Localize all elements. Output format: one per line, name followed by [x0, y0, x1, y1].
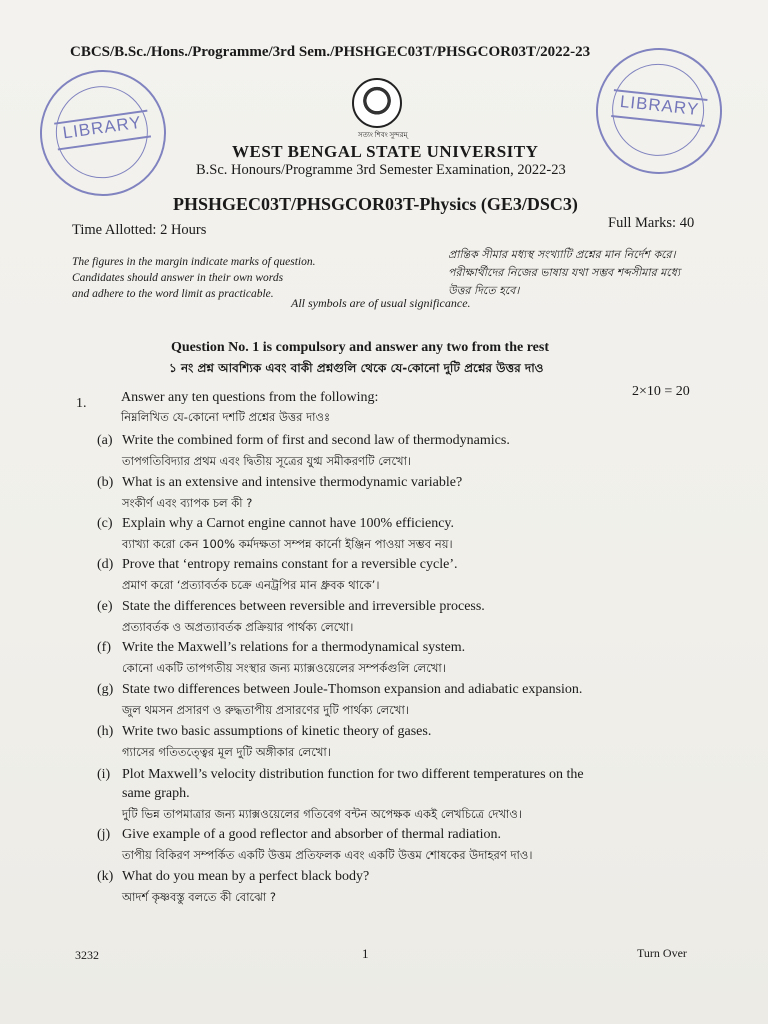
subquestion-english-continued: same graph. [122, 786, 190, 801]
instruction-bengali: ১ নং প্রশ্ন আবশ্যিক এবং বাকী প্রশ্নগুলি থেকে যে-কোনো দুটি প্রশ্নের উত্তর দাও [169, 361, 544, 375]
subquestion-english: Explain why a Carnot engine cannot have 100% efficiency. [122, 516, 454, 531]
paper-code-line: CBCS/B.Sc./Hons./Programme/3rd Sem./PHSHGEC03T/PHSGCOR03T/2022-23 [70, 44, 591, 60]
subquestion-english: State the differences between reversible and irreversible process. [122, 599, 485, 614]
university-name: WEST BENGAL STATE UNIVERSITY [232, 142, 539, 161]
subquestion-english: What do you mean by a perfect black body? [122, 869, 370, 884]
subquestion-label: (c) [97, 516, 113, 531]
subquestion-bengali: ব্যাখ্যা করো কেন 100% কর্মদক্ষতা সম্পন্ন কার্নো ইঞ্জিন পাওয়া সম্ভব নয়। [122, 537, 453, 551]
note-english-line: The figures in the margin indicate marks of question. [72, 256, 316, 268]
subquestion-label: (d) [97, 557, 114, 572]
note-bengali-line: প্রান্তিক সীমার মধ্যস্থ সংখ্যাটি প্রশ্নের মান নির্দেশ করে। [448, 248, 676, 261]
subquestion-english: Write the combined form of first and second law of thermodynamics. [122, 433, 510, 448]
question-text: Answer any ten questions from the following: [121, 390, 379, 405]
footer-code: 3232 [75, 948, 99, 962]
subquestion-english: Plot Maxwell’s velocity distribution function for two different temperatures on the [122, 767, 584, 782]
subquestion-english: Give example of a good reflector and absorber of thermal radiation. [122, 827, 502, 842]
question-text-bengali: নিম্নলিখিত যে-কোনো দশটি প্রশ্নের উত্তর দাওঃ [121, 410, 331, 424]
subquestion-bengali: আদর্শ কৃষ্ণবস্তু বলতে কী বোঝো ? [122, 890, 276, 904]
subquestion-english: What is an extensive and intensive thermodynamic variable? [122, 475, 463, 490]
note-english-line: and adhere to the word limit as practicable. [72, 288, 274, 300]
subquestion-label: (k) [97, 869, 114, 884]
subquestion-english: Write two basic assumptions of kinetic theory of gases. [122, 724, 432, 739]
subquestion-english: Prove that ‘entropy remains constant for a reversible cycle’. [122, 557, 458, 572]
subquestion-label: (h) [97, 724, 114, 739]
library-stamp-right: LIBRARY [590, 42, 728, 180]
exam-name: B.Sc. Honours/Programme 3rd Semester Examination, 2022-23 [196, 162, 566, 178]
subquestion-bengali: প্রত্যাবর্তক ও অপ্রত্যাবর্তক প্রক্রিয়ার পার্থক্য লেখো। [122, 620, 354, 634]
subquestion-bengali: গ্যাসের গতিতত্ত্বের মূল দুটি অঙ্গীকার লেখো। [122, 745, 331, 759]
subquestion-bengali: কোনো একটি তাপগতীয় সংস্থার জন্য ম্যাক্সওয়েলের সম্পর্কগুলি লেখো। [122, 661, 446, 675]
library-stamp-left: LIBRARY [32, 62, 174, 204]
question-marks: 2×10 = 20 [632, 384, 690, 399]
logo-caption: সত্যং শিবং সুন্দরম্ [358, 131, 408, 139]
symbols-note: All symbols are of usual significance. [291, 296, 471, 310]
subquestion-label: (e) [97, 599, 113, 614]
subquestion-bengali: তাপীয় বিকিরণ সম্পর্কিত একটি উত্তম প্রতিফলক এবং একটি উত্তম শোষকের উদাহরণ দাও। [122, 848, 533, 862]
subquestion-bengali: জুল থমসন প্রসারণ ও রুদ্ধতাপীয় প্রসারণের দুটি পার্থক্য লেখো। [122, 703, 409, 717]
full-marks: Full Marks: 40 [608, 215, 695, 231]
paper-title: PHSHGEC03T/PHSGCOR03T-Physics (GE3/DSC3) [173, 194, 578, 214]
subquestion-bengali: তাপগতিবিদ্যার প্রথম এবং দ্বিতীয় সূত্রের যুগ্ম সমীকরণটি লেখো। [122, 454, 412, 468]
subquestion-english: Write the Maxwell’s relations for a thermodynamical system. [122, 640, 466, 655]
subquestion-label: (j) [97, 827, 111, 842]
subquestion-label: (a) [97, 433, 113, 448]
subquestion-english: State two differences between Joule-Thomson expansion and adiabatic expansion. [122, 682, 583, 697]
note-english-line: Candidates should answer in their own words [72, 272, 284, 284]
instruction-english: Question No. 1 is compulsory and answer any two from the rest [171, 340, 550, 355]
subquestion-label: (f) [97, 640, 111, 655]
subquestion-label: (b) [97, 475, 114, 490]
turn-over-label: Turn Over [637, 946, 687, 960]
subquestion-bengali: দুটি ভিন্ন তাপমাত্রার জন্য ম্যাক্সওয়েলের গতিবেগ বন্টন অপেক্ষক একই লেখচিত্রে দেখাও। [122, 807, 522, 821]
university-logo [352, 78, 402, 128]
subquestion-label: (i) [97, 767, 111, 782]
note-bengali-line: উত্তর দিতে হবে। [448, 284, 520, 297]
question-number: 1. [76, 396, 87, 411]
page-number: 1 [362, 946, 369, 961]
subquestion-bengali: প্রমাণ করো ‘প্রত্যাবর্তক চক্রে এনট্রপির মান ধ্রুবক থাকে’। [122, 578, 380, 592]
note-bengali-line: পরীক্ষার্থীদের নিজের ভাষায় যথা সম্ভব শব্দসীমার মধ্যে [448, 266, 681, 279]
time-allotted: Time Allotted: 2 Hours [72, 222, 207, 238]
subquestion-label: (g) [97, 682, 114, 697]
subquestion-bengali: সংকীর্ণ এবং ব্যাপক চল কী ? [122, 496, 253, 510]
